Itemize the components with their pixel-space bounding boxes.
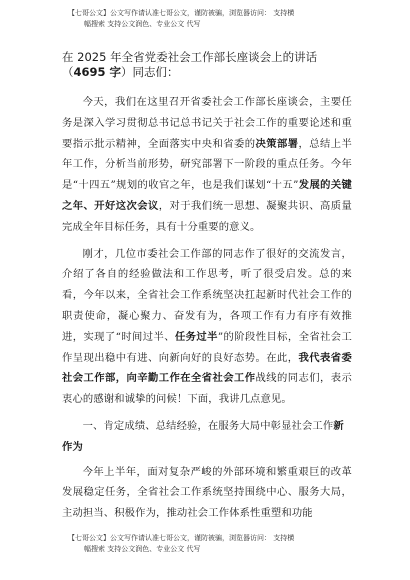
header-watermark-note [68, 8, 368, 30]
p2-text-a: 刚才，几位市委社会工作部的同志作了很好的交流发言，介绍了各自的经验做法和工作思考，听了很受启发。总的来看，今年以来，全省社会工作系统坚决扛起新时代社会工作的职责使命，凝心聚力、奋发有为，各项工作有力有序有效推进，实现了“时间过半、 [62, 247, 352, 343]
title-text: 在 2025 年全省党委社会工作部长座谈会上的讲话（ [62, 50, 318, 79]
p2-bold-a: 任务过半 [174, 330, 218, 343]
paragraph-2 [62, 244, 352, 410]
section-1-bold-tail: 新作为 [62, 419, 344, 453]
header-line-1: 【七哥公文】公文写作请认准七哥公文，谨防被骗，浏览器访问： 支持横 [68, 9, 295, 17]
section-1-text: 一、肯定成绩、总结经验，在服务大局中彰显社会工作 [82, 419, 334, 432]
p1-bold-a: 决策部署 [255, 137, 299, 150]
footer-line-2: 幅搜索 支持公文润色、专业公文 代写 [84, 545, 201, 553]
p2-bold-b: 我代表省委社会工作部，向辛勤工作在全省社会工作 [62, 351, 352, 385]
speech-title [62, 50, 352, 80]
paragraph-3 [62, 462, 352, 524]
footer-line-1: 【七哥公文】公文写作请认准七哥公文，谨防被骗，浏览器访问： 支持横 [68, 534, 295, 542]
p1-text-b: ，总结上半年工作，分析当前形势，研究部署下一阶段的重点任务。今年是“十四五”规划的收官之年，也是我们谋划“十五” [62, 137, 352, 192]
paragraph-1 [62, 92, 352, 238]
p2-text-b: ”的阶段性目标，全省社会工作呈现出稳中有进、向新向好的良好态势。在此， [62, 330, 352, 364]
section-heading-1 [62, 416, 352, 458]
footer-watermark-note [68, 533, 368, 555]
p1-text-c: ，对于我们统一思想、凝聚共识、高质量完成全年目标任务，具有十分重要的意义。 [62, 199, 352, 233]
p1-text-a: 今天，我们在这里召开省委社会工作部长座谈会，主要任务是深入学习贯彻总书记总书记关于社会工作的重要论述和重要指示批示精神，全面落实中央和省委的 [62, 96, 352, 150]
document-body [62, 50, 352, 530]
title-word-count: 4695 字 [73, 65, 122, 79]
p1-bold-b: 发展的关键之年、开好这次会议 [62, 179, 352, 212]
p2-text-c: 战线的同志们，表示衷心的感谢和诚挚的问候！下面，我讲几点意见。 [62, 372, 352, 406]
header-line-2: 幅搜索 支持公文润色、专业公文 代写 [84, 20, 201, 28]
title-suffix: ）同志们： [121, 65, 179, 79]
p3-text: 今年上半年，面对复杂严峻的外部环境和繁重艰巨的改革发展稳定任务，全省社会工作系统坚持围绕中心、服务大局，主动担当、积极作为，推动社会工作体系性重塑和功能 [62, 465, 352, 520]
